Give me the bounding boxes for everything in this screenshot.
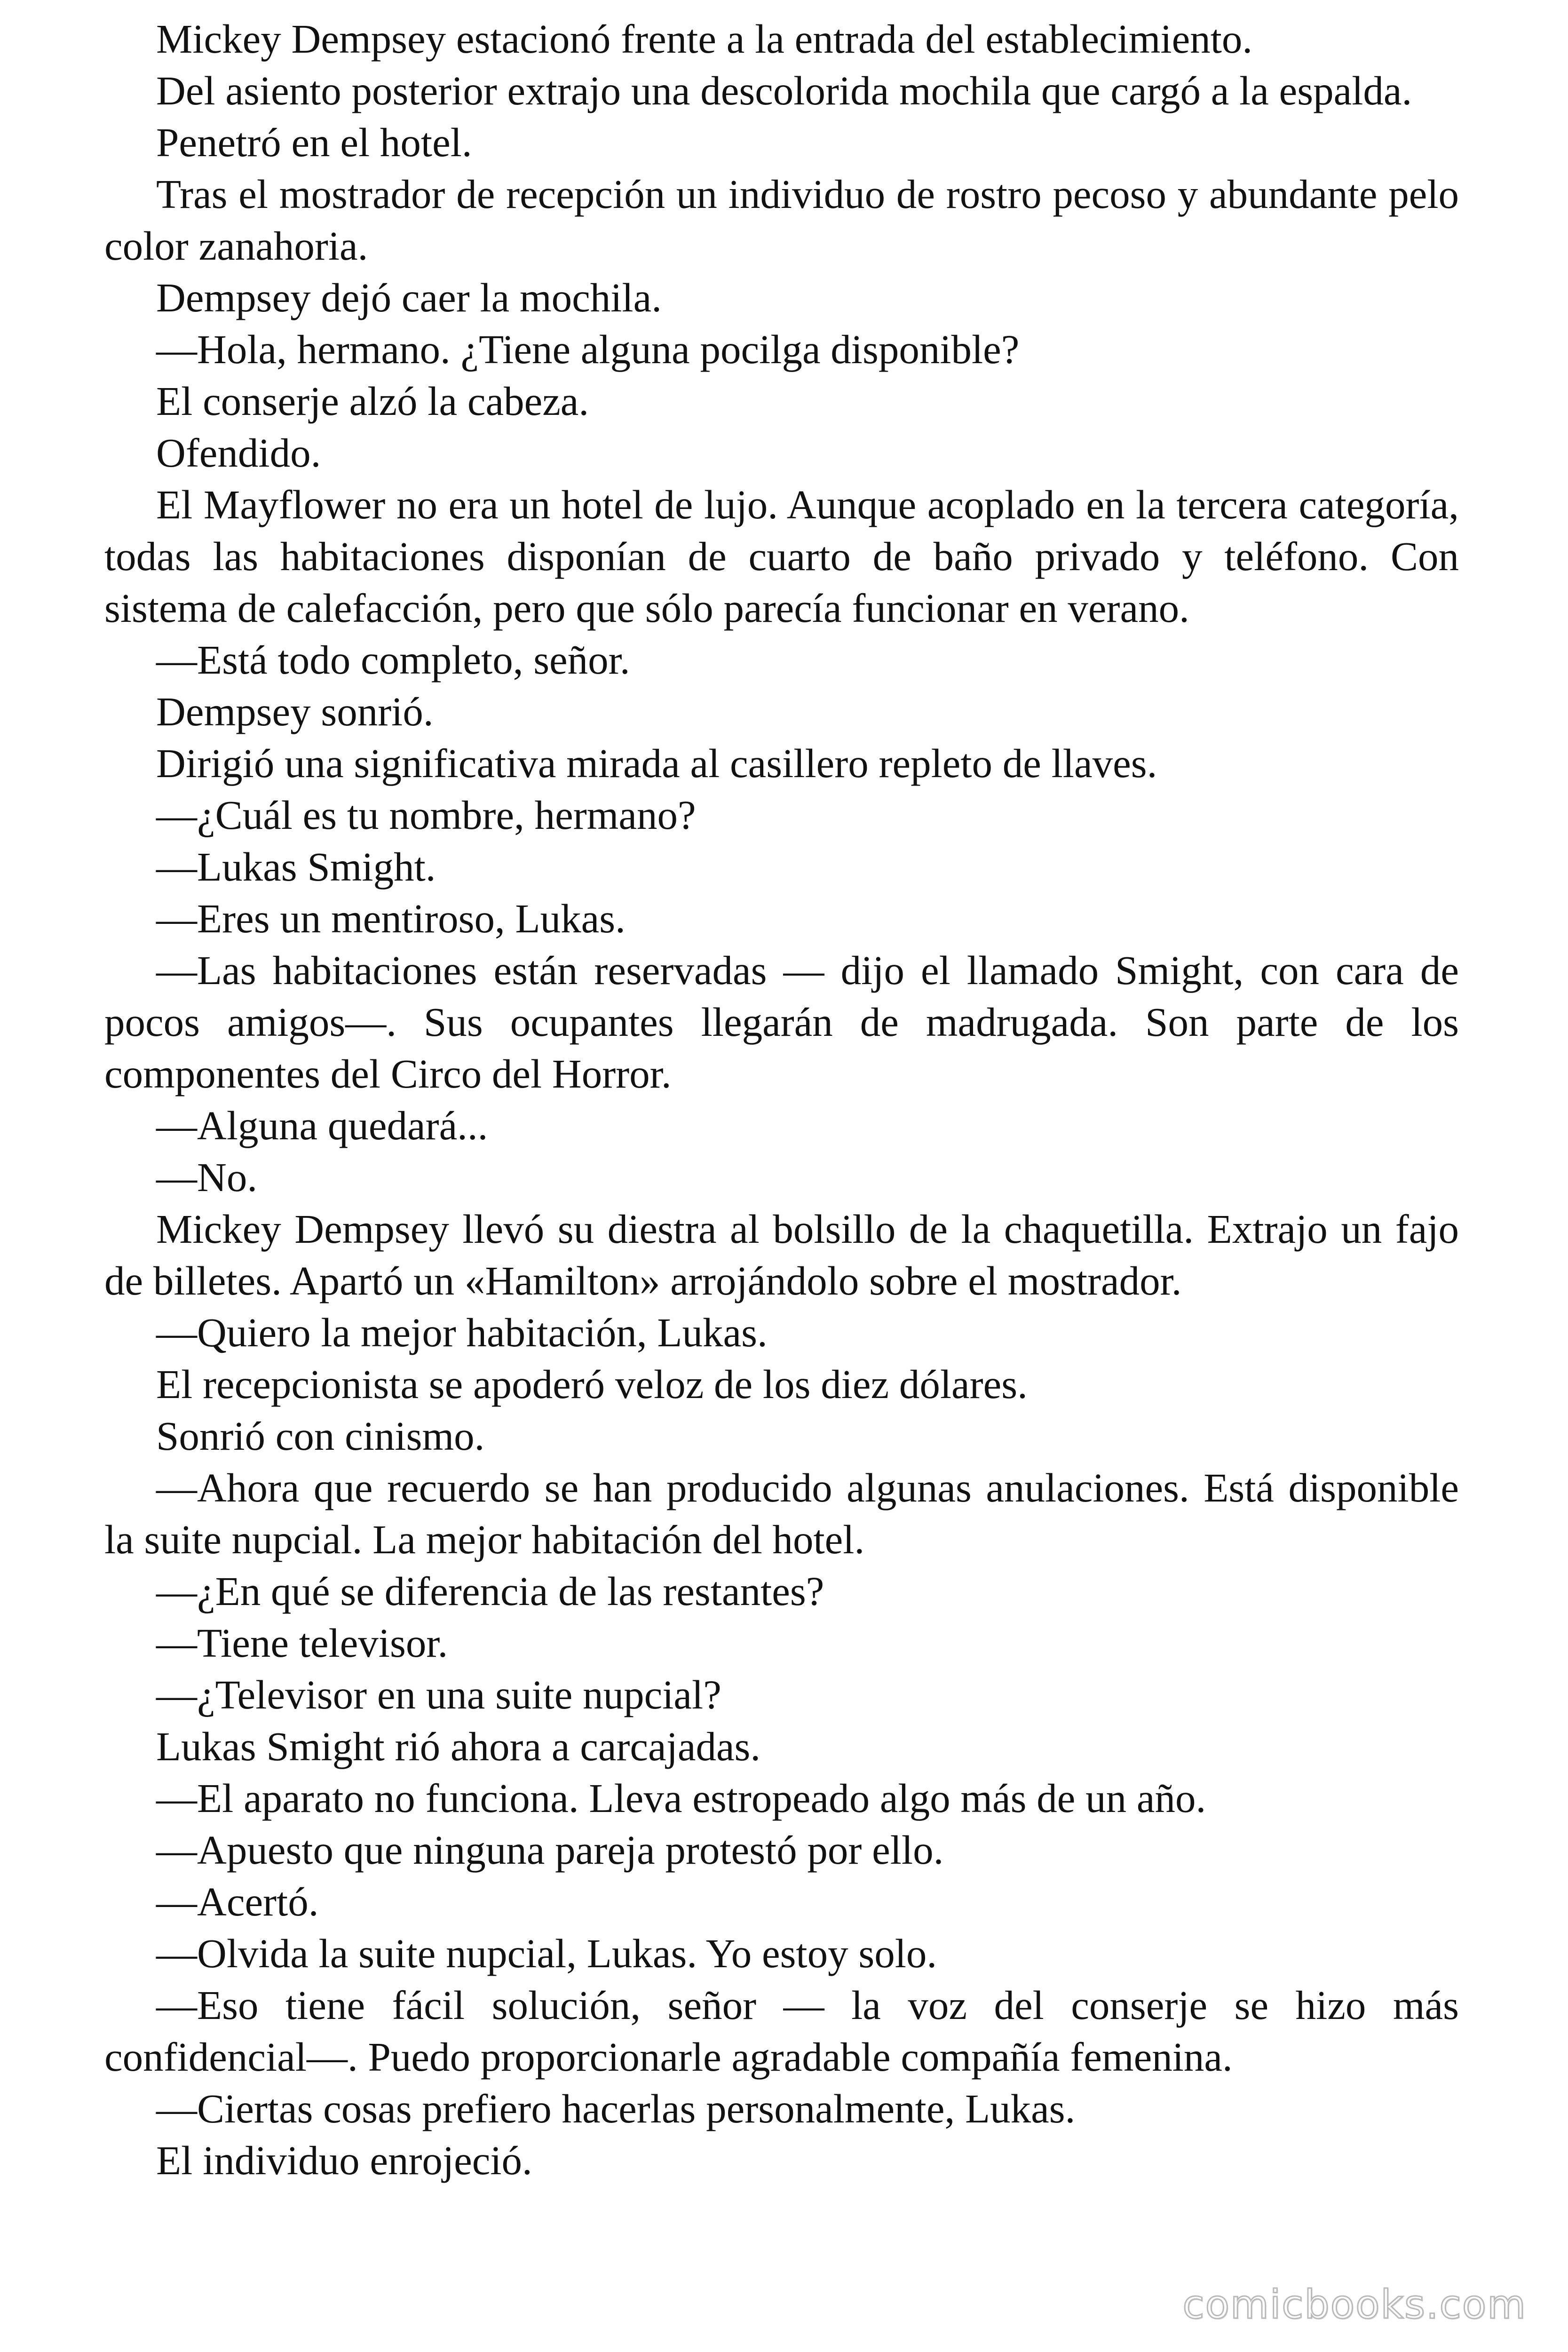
paragraph: —¿Televisor en una suite nupcial? <box>156 1672 721 1717</box>
paragraph: —El aparato no funciona. Lleva estropeado algo más de un año. <box>156 1775 1206 1821</box>
paragraph: Mickey Dempsey estacionó frente a la entrada del establecimiento. <box>156 16 1253 62</box>
paragraph: —Olvida la suite nupcial, Lukas. Yo estoy solo. <box>156 1931 937 1976</box>
paragraph: El recepcionista se apoderó veloz de los diez dólares. <box>156 1361 1028 1407</box>
paragraph: —¿En qué se diferencia de las restantes? <box>156 1568 824 1614</box>
paragraph: Dempsey dejó caer la mochila. <box>156 275 662 320</box>
paragraph: —Está todo completo, señor. <box>156 637 630 683</box>
paragraph: —No. <box>156 1154 258 1200</box>
paragraph: Dempsey sonrió. <box>156 689 434 734</box>
paragraph: El Mayflower no era un hotel de lujo. Aunque acoplado en la tercera categoría, todas las habitaciones disponían de cuarto de baño privado y teléfono. Con sistema de calefacción, pero que sólo parecía funcionar en verano. <box>104 482 1459 631</box>
paragraph: El individuo enrojeció. <box>156 2137 532 2183</box>
paragraph: El conserje alzó la cabeza. <box>156 378 589 424</box>
paragraph: —Tiene televisor. <box>156 1620 448 1666</box>
paragraph: —Eres un mentiroso, Lukas. <box>156 896 626 941</box>
paragraph: Lukas Smight rió ahora a carcajadas. <box>156 1724 761 1769</box>
paragraph: Penetró en el hotel. <box>156 119 472 165</box>
paragraph: —Hola, hermano. ¿Tiene alguna pocilga disponible? <box>156 326 1020 372</box>
paragraph: —Ciertas cosas prefiero hacerlas personalmente, Lukas. <box>156 2086 1076 2131</box>
paragraph: —Las habitaciones están reservadas — dijo el llamado Smight, con cara de pocos amigos—. Sus ocupantes llegarán de madrugada. Son parte de los componentes del Circo del Horror. <box>104 947 1459 1097</box>
paragraph: —Ahora que recuerdo se han producido algunas anulaciones. Está disponible la suite nupcial. La mejor habitación del hotel. <box>104 1465 1459 1562</box>
paragraph: Tras el mostrador de recepción un individuo de rostro pecoso y abundante pelo color zanahoria. <box>104 171 1459 269</box>
paragraph: —Alguna quedará... <box>156 1103 488 1148</box>
paragraph: Dirigió una significativa mirada al casillero repleto de llaves. <box>156 740 1157 786</box>
paragraph: Sonrió con cinismo. <box>156 1413 485 1459</box>
page-text <box>104 13 1459 2186</box>
paragraph: —Apuesto que ninguna pareja protestó por ello. <box>156 1827 944 1873</box>
paragraph: Mickey Dempsey llevó su diestra al bolsillo de la chaquetilla. Extrajo un fajo de billetes. Apartó un «Hamilton» arrojándolo sobre el mostrador. <box>104 1206 1459 1303</box>
paragraph: Del asiento posterior extrajo una descolorida mochila que cargó a la espalda. <box>156 68 1412 113</box>
paragraph: —Lukas Smight. <box>156 844 436 890</box>
paragraph: —Quiero la mejor habitación, Lukas. <box>156 1310 768 1355</box>
paragraph: —Eso tiene fácil solución, señor — la voz del conserje se hizo más confidencial—. Puedo proporcionarle agradable compañía femenina. <box>104 1982 1459 2080</box>
paragraph: Ofendido. <box>156 430 321 476</box>
paragraph: —¿Cuál es tu nombre, hermano? <box>156 792 696 838</box>
paragraph: —Acertó. <box>156 1879 319 1924</box>
watermark: comicbooks.com <box>1182 2281 1527 2328</box>
